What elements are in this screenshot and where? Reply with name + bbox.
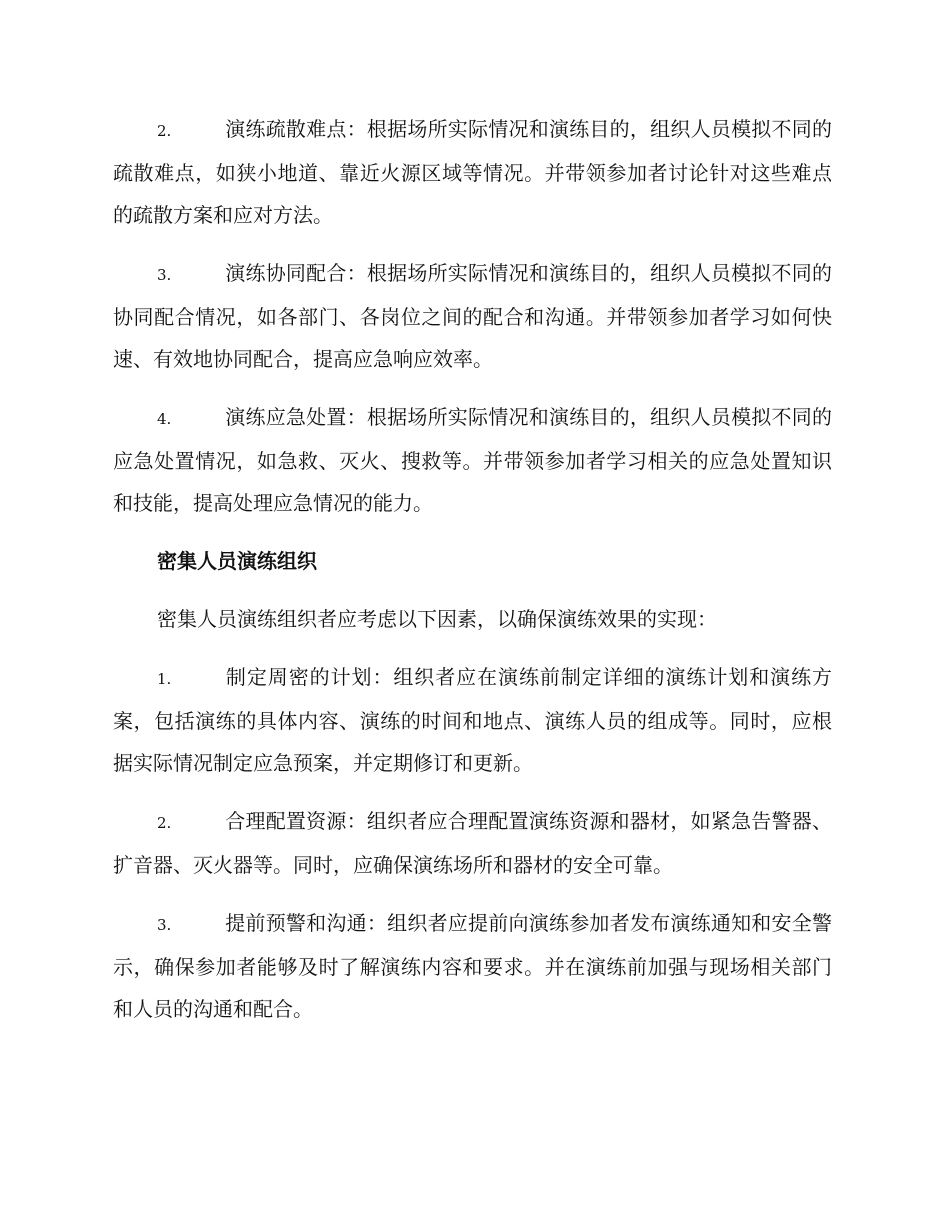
list-item-text: 演练疏散难点：根据场所实际情况和演练目的，组织人员模拟不同的疏散难点，如狭小地道、靠近火源区域等情况。并带领参加者讨论针对这些难点的疏散方案和应对方法。 bbox=[113, 117, 832, 227]
list-number: 2. bbox=[157, 814, 172, 832]
list-item-text: 演练应急处置：根据场所实际情况和演练目的，组织人员模拟不同的应急处置情况，如急救、灭火、搜救等。并带领参加者学习相关的应急处置知识和技能，提高处理应急情况的能力。 bbox=[113, 405, 832, 515]
list-number: 2. bbox=[157, 122, 172, 140]
list-number: 3. bbox=[157, 916, 172, 934]
section-intro: 密集人员演练组织者应考虑以下因素，以确保演练效果的实现： bbox=[157, 607, 717, 631]
list-item-plan bbox=[113, 656, 832, 784]
list-item-coordination bbox=[113, 252, 832, 380]
list-number: 3. bbox=[157, 266, 172, 284]
list-item-text: 演练协同配合：根据场所实际情况和演练目的，组织人员模拟不同的协同配合情况，如各部门、各岗位之间的配合和沟通。并带领参加者学习如何快速、有效地协同配合，提高应急响应效率。 bbox=[113, 261, 832, 371]
list-item-emergency-handling bbox=[113, 396, 832, 524]
list-item-resources bbox=[113, 800, 832, 886]
list-number: 1. bbox=[157, 670, 172, 688]
list-item-evacuation-difficulty bbox=[113, 108, 832, 236]
section-heading: 密集人员演练组织 bbox=[157, 549, 317, 573]
list-item-warning-communication bbox=[113, 902, 832, 1030]
list-item-text: 制定周密的计划：组织者应在演练前制定详细的演练计划和演练方案，包括演练的具体内容、演练的时间和地点、演练人员的组成等。同时，应根据实际情况制定应急预案，并定期修订和更新。 bbox=[113, 665, 832, 775]
list-number: 4. bbox=[157, 410, 172, 428]
list-item-text: 提前预警和沟通：组织者应提前向演练参加者发布演练通知和安全警示，确保参加者能够及时了解演练内容和要求。并在演练前加强与现场相关部门和人员的沟通和配合。 bbox=[113, 911, 832, 1021]
list-item-text: 合理配置资源：组织者应合理配置演练资源和器材，如紧急告警器、扩音器、灭火器等。同时，应确保演练场所和器材的安全可靠。 bbox=[113, 809, 832, 877]
